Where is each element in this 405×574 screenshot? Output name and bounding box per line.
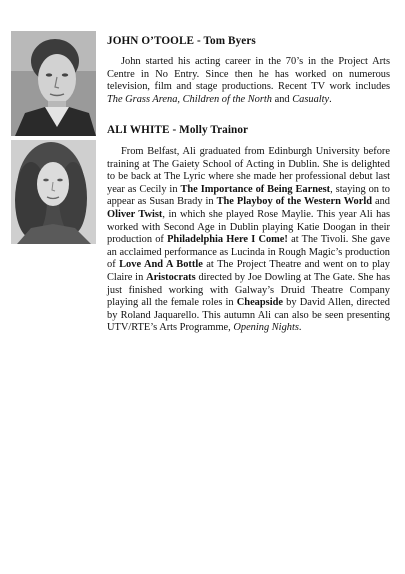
text-run: .: [298, 322, 302, 334]
text-run: , staying on to appear as Susan Brady in: [107, 183, 390, 208]
italic-title: The Grass Arena, Children of the North: [107, 93, 273, 105]
text-run: .: [329, 93, 332, 105]
text-run: at The Project Theatre and went on to play Claire in: [107, 259, 390, 283]
bold-title: Aristocrats: [146, 271, 196, 283]
portrait-image: [11, 31, 96, 136]
text-run: and: [272, 93, 293, 105]
text-run: at The Tivoli. She gave an acclaimed performance as Lucinda in Rough Magic’s production of: [107, 234, 390, 271]
text-run: directed by Joe Dowling at The Gate. She has just finished working with Galway’s Druid Theatre Company playing all the female roles in: [107, 271, 391, 309]
italic-title: Casualty: [292, 93, 330, 105]
actor-heading: ALI WHITE - Molly Trainor: [107, 124, 249, 136]
actor-bio-ali-white: [107, 124, 390, 335]
text-run: From Belfast, Ali graduated from Edinburgh University before training at The Gaiety School of Acting in Dublin. She is delighted to be back at The Lyric where she made her professional debut last year as Cecily in: [107, 146, 390, 195]
actor-photo-ali-white: [11, 140, 96, 244]
bold-title: Philadelphia Here I Come!: [167, 234, 288, 246]
bold-title: Oliver Twist: [107, 208, 163, 220]
portrait-image: [11, 140, 96, 244]
actor-biography: [107, 146, 390, 335]
actor-photo-john-otoole: [11, 31, 96, 136]
text-run: John started his acting career in the 70’s in the Project Arts Centre in No Entry. Since then he has worked on numerous television, film and stage productions. Recent TV work includes: [107, 56, 390, 93]
bold-title: The Importance of Being Earnest: [180, 183, 331, 195]
actor-bio-john-otoole: [107, 35, 390, 106]
bold-title: Cheapside: [236, 297, 283, 309]
actor-biography: [107, 56, 390, 106]
bold-title: The Playboy of the Western World: [216, 196, 372, 208]
italic-title: Opening Nights: [233, 322, 299, 334]
text-run: , in which she played Rose Maylie. This year Ali has worked with Second Age in Dublin playing Katie Doogan in their production of: [107, 208, 390, 246]
text-run: and: [371, 196, 390, 208]
actor-heading: JOHN O’TOOLE - Tom Byers: [107, 35, 256, 47]
text-run: by David Allen, directed by Roland Jaquarello. This autumn Ali can also be seen presenting UTV/RTE’s Arts Programme,: [107, 297, 390, 334]
bold-title: Love And A Bottle: [119, 259, 203, 271]
